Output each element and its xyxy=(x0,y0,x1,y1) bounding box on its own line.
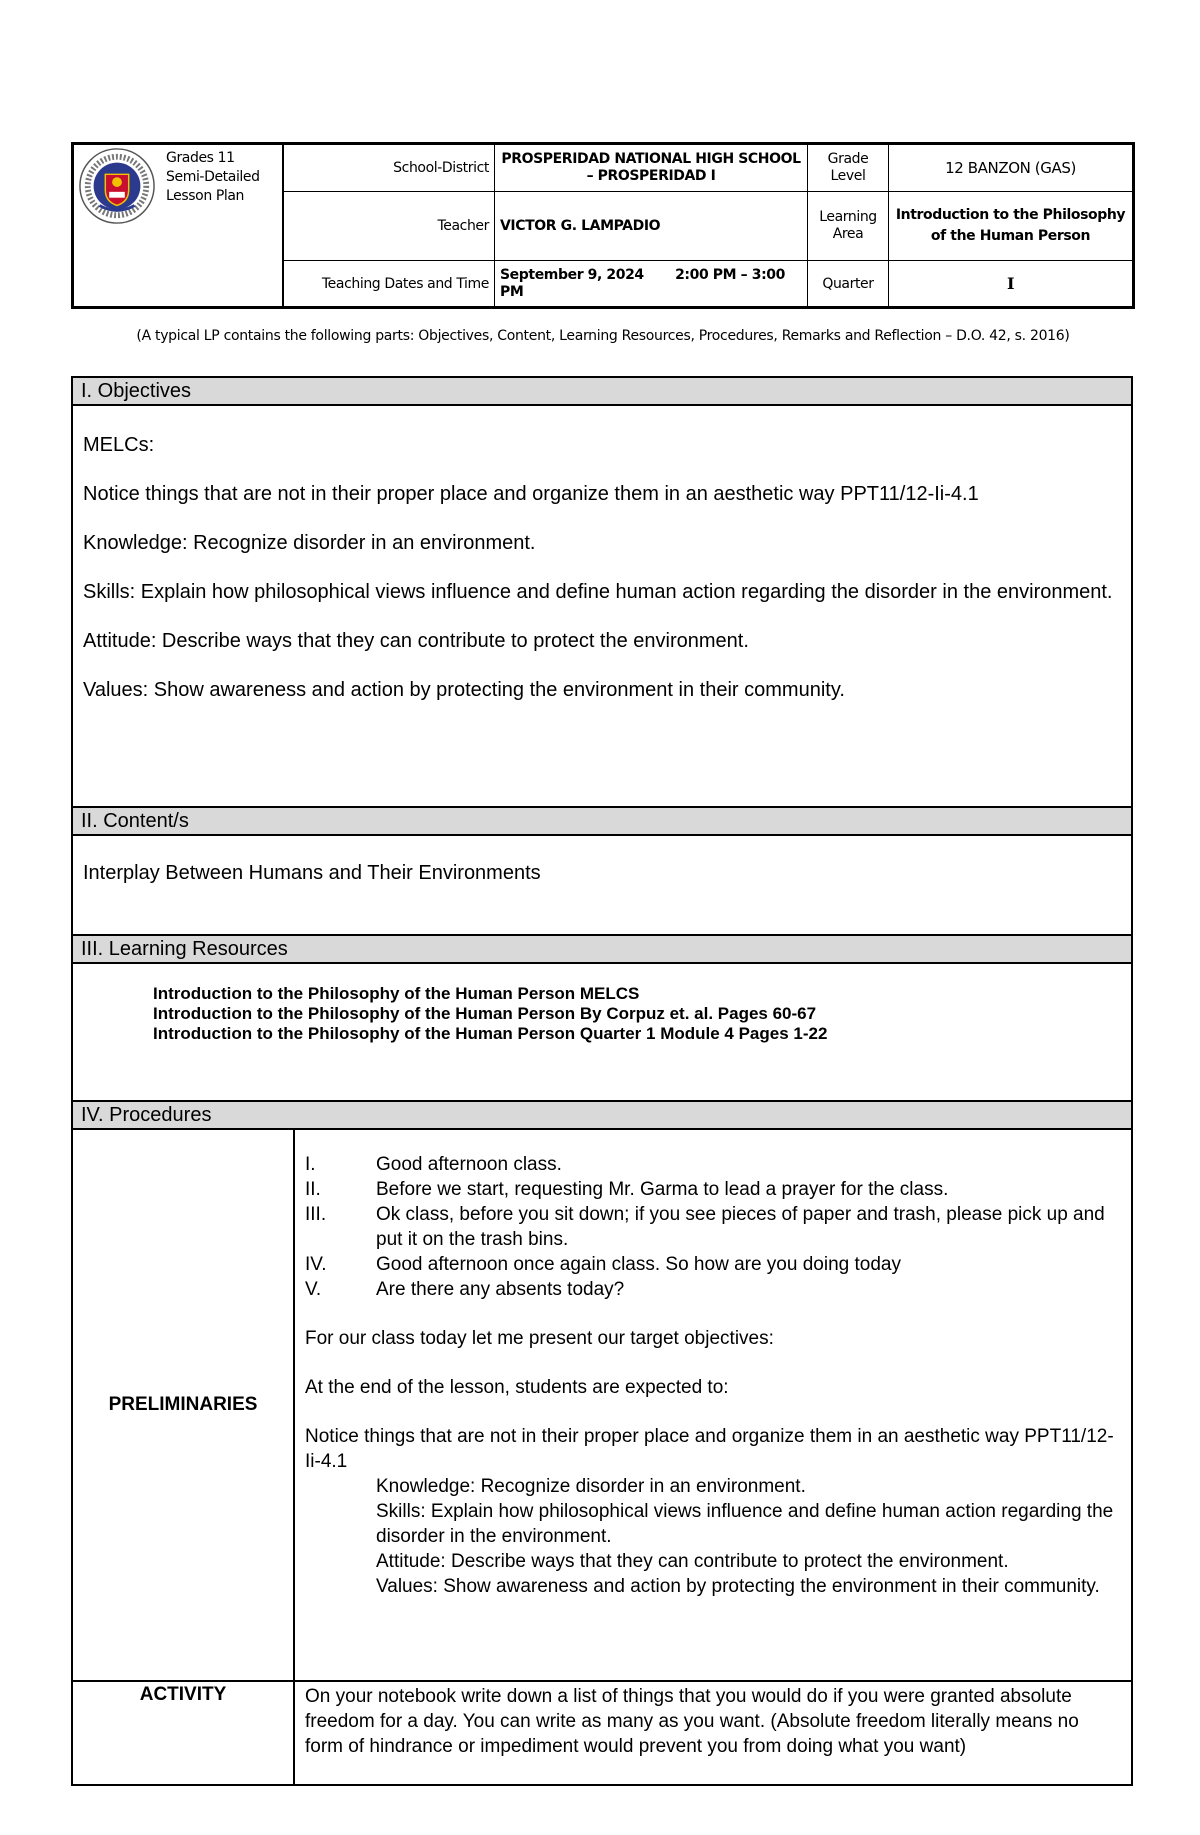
lesson-plan-header xyxy=(71,142,1135,309)
logo-cell xyxy=(73,144,284,308)
learning-area-label: Learning Area xyxy=(808,192,889,261)
content-heading: II. Content/s xyxy=(72,807,1132,835)
dates-label: Teaching Dates and Time xyxy=(283,261,495,308)
procedures-heading: IV. Procedures xyxy=(72,1101,1132,1129)
quarter-label: Quarter xyxy=(808,261,889,308)
resources-heading: III. Learning Resources xyxy=(72,935,1132,963)
objectives-section xyxy=(72,405,1132,807)
objective-values: Values: Show awareness and action by protecting the environment in their community. xyxy=(83,679,845,701)
learning-area-value: Introduction to the Philosophy of the Human Person xyxy=(889,192,1134,261)
resource-item: Introduction to the Philosophy of the Human Person MELCS xyxy=(153,984,640,1003)
quarter-value: I xyxy=(889,261,1134,308)
teacher-label: Teacher xyxy=(283,192,495,261)
school-district-label: School-District xyxy=(283,144,495,192)
dates-value: September 9, 2024 2:00 PM – 3:00 PM xyxy=(495,261,808,308)
teacher-value: VICTOR G. LAMPADIO xyxy=(495,192,808,261)
plan-title-line2: Semi-Detailed xyxy=(166,169,260,185)
list-item: I. Good afternoon class. xyxy=(305,1154,562,1175)
target-intro: For our class today let me present our target objectives: xyxy=(305,1328,774,1349)
list-item: V. Are there any absents today? xyxy=(305,1279,625,1300)
lesson-plan-body xyxy=(71,376,1133,1786)
procedure-attitude: Attitude: Describe ways that they can contribute to protect the environment. xyxy=(376,1551,1009,1572)
procedure-knowledge: Knowledge: Recognize disorder in an environment. xyxy=(376,1476,806,1497)
grade-level-label: Grade Level xyxy=(808,144,889,192)
lp-parts-note: (A typical LP contains the following parts: Objectives, Content, Learning Resources, Procedures, Remarks and Reflection – D.O. 42, s. 2016) xyxy=(136,328,1070,344)
objectives-heading: I. Objectives xyxy=(72,377,1132,405)
objective-attitude: Attitude: Describe ways that they can contribute to protect the environment. xyxy=(83,630,749,652)
resource-item: Introduction to the Philosophy of the Human Person By Corpuz et. al. Pages 60-67 xyxy=(153,1004,817,1023)
list-item: III. Ok class, before you sit down; if you see pieces of paper and trash, please pick up and put it on the trash bins. xyxy=(305,1204,1105,1250)
list-item: IV. Good afternoon once again class. So how are you doing today xyxy=(305,1254,901,1275)
list-item: II. Before we start, requesting Mr. Garma to lead a prayer for the class. xyxy=(305,1179,949,1200)
expected-intro: At the end of the lesson, students are expected to: xyxy=(305,1377,729,1398)
objective-competency: Notice things that are not in their proper place and organize them in an aesthetic way PPT11/12-Ii-4.1 xyxy=(83,483,979,505)
grade-level-value: 12 BANZON (GAS) xyxy=(889,144,1134,192)
objective-skills: Skills: Explain how philosophical views influence and define human action regarding the disorder in the environment. xyxy=(83,581,1113,603)
content-text: Interplay Between Humans and Their Environments xyxy=(72,835,1132,935)
school-value: PROSPERIDAD NATIONAL HIGH SCHOOL – PROSPERIDAD I xyxy=(495,144,808,192)
objective-knowledge: Knowledge: Recognize disorder in an environment. xyxy=(83,532,536,554)
procedure-competency: Notice things that are not in their proper place and organize them in an aesthetic way PPT11/12-Ii-4.1 xyxy=(305,1426,1114,1472)
resources-list xyxy=(72,963,1132,1101)
preliminaries-content xyxy=(294,1129,1132,1681)
plan-title-line1: Grades 11 xyxy=(166,150,235,166)
procedure-values: Values: Show awareness and action by protecting the environment in their community. xyxy=(376,1576,1100,1597)
preliminaries-label: PRELIMINARIES xyxy=(72,1129,294,1681)
activity-label: ACTIVITY xyxy=(72,1681,294,1785)
melcs-label: MELCs: xyxy=(83,434,155,456)
activity-text: On your notebook write down a list of things that you would do if you were granted absolute freedom for a day. You can write as many as you want. (Absolute freedom literally means no form of hindrance or impediment would prevent you from doing what you want) xyxy=(294,1681,1132,1785)
resource-item: Introduction to the Philosophy of the Human Person Quarter 1 Module 4 Pages 1-22 xyxy=(153,1024,828,1043)
deped-seal-icon xyxy=(78,147,156,225)
plan-title-line3: Lesson Plan xyxy=(166,188,245,204)
procedure-skills: Skills: Explain how philosophical views influence and define human action regarding the disorder in the environment. xyxy=(376,1501,1114,1547)
